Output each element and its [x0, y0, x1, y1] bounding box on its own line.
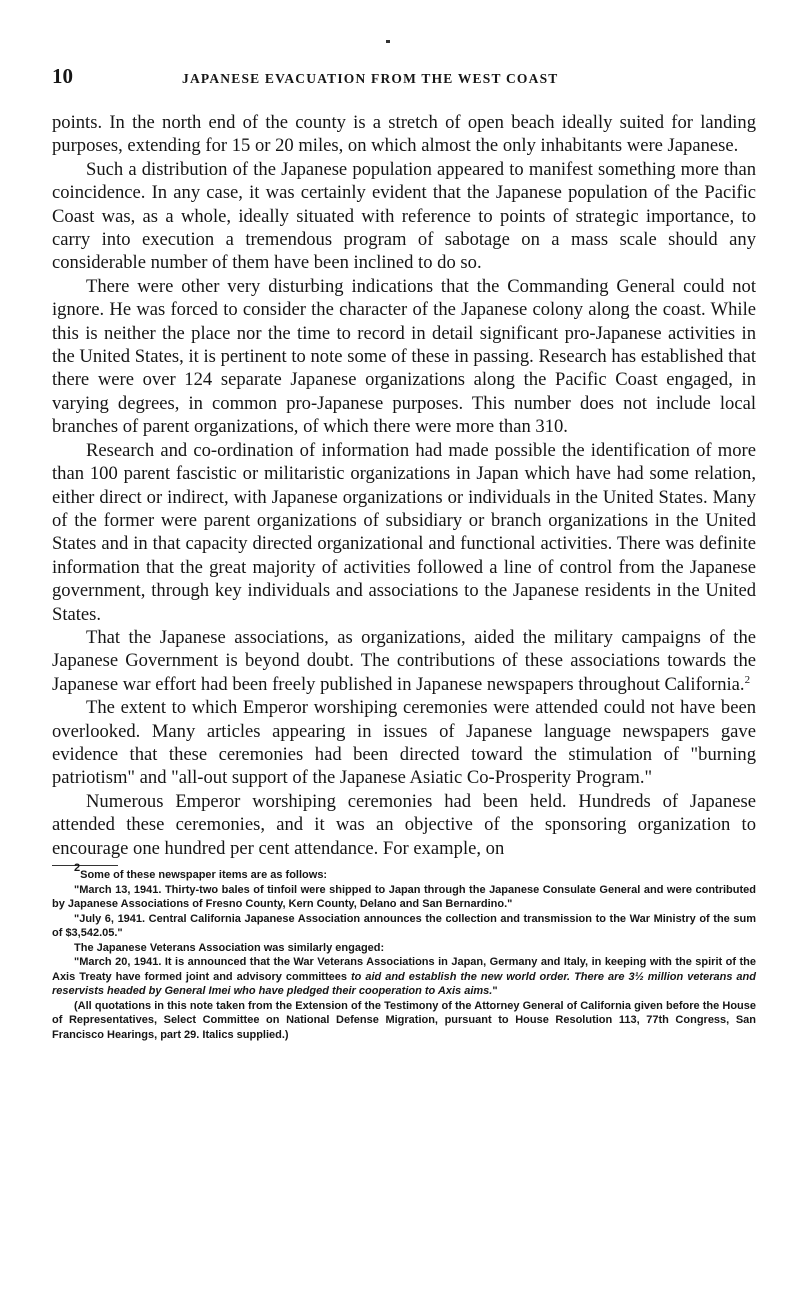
- running-title: JAPANESE EVACUATION FROM THE WEST COAST: [182, 71, 559, 86]
- body-text: [52, 111, 756, 860]
- footnote-source: (All quotations in this note taken from the Extension of the Testimony of the Attorney General of California given before the House of Representatives, Select Committee on National Defense Migration, pursuant to House Resolution 113, 77th Congress, San Francisco Hearings, part 29. Italics supplied.): [52, 999, 756, 1041]
- page-number: 10: [52, 64, 73, 88]
- paragraph-5: [52, 626, 756, 696]
- paragraph-6: The extent to which Emperor worshiping ceremonies were attended could not have been overlooked. Many articles appearing in issues of Japanese language newspapers gave evidence that these ceremonies had been directed toward the stimulation of "burning patriotism" and "all-out support of the Japanese Asiatic Co-Prosperity Program.": [52, 697, 756, 789]
- paragraph-5-text: That the Japanese associations, as organizations, aided the military campaigns of the Japanese Government is beyond doubt. The contributions of these associations towards the Japanese war effort had been freely published in Japanese newspapers throughout California.: [52, 626, 756, 695]
- document-page: [52, 64, 756, 1042]
- paragraph-4: Research and co-ordination of information had made possible the identification of more than 100 parent fascistic or militaristic organizations in Japan which have had some relation, either direct or indirect, with Japanese organizations or individuals in the United States. Many of the former were parent organizations of subsidiary or branch organizations in the United States and in that capacity directed organizational and functional activities. There was definite information that the great majority of activities followed a line of control from the Japanese government, through key individuals and associations to the Japanese residents in the United States.: [52, 439, 756, 625]
- footnote-item-3: The Japanese Veterans Association was similarly engaged:: [74, 941, 385, 954]
- footnote-intro: [52, 862, 756, 883]
- footnote-item-4-text: "March 20, 1941. It is announced that the War Veterans Associations in Japan, Germany and Italy, in keeping with the spirit of the Axis Treaty have formed joint and advisory committees: [52, 956, 756, 983]
- footnote-item-4-close: ": [492, 985, 498, 997]
- footnote-reference: 2: [744, 673, 751, 686]
- footnote-item-2: "July 6, 1941. Central California Japanese Association announces the collection and transmission to the War Ministry of the sum of $3,542.05.": [52, 912, 756, 939]
- footnote-item-1: "March 13, 1941. Thirty-two bales of tinfoil were shipped to Japan through the Japanese Consulate General and were contributed by Japanese Associations of Fresno County, Kern County, Delano and San Bernardino.": [52, 883, 756, 910]
- footnote-rule: [52, 865, 118, 866]
- paragraph-1: points. In the north end of the county is a stretch of open beach ideally suited for landing purposes, extending for 15 or 20 miles, on which almost the only inhabitants were Japanese.: [52, 112, 756, 157]
- footnotes: [52, 862, 756, 1042]
- running-head: [52, 64, 756, 88]
- scan-mark: [386, 40, 390, 43]
- paragraph-3: There were other very disturbing indications that the Commanding General could not ignore. He was forced to consider the character of the Japanese colony along the coast. While this is neither the place nor the time to record in detail significant pro-Japanese activities in the United States, it is pertinent to note some of these in passing. Research has established that there were over 124 separate Japanese organizations along the Pacific Coast engaged, in varying degrees, in common pro-Japanese purposes. This number does not include local branches of parent organizations, of which there were more than 310.: [52, 275, 756, 438]
- footnote-intro-text: Some of these newspaper items are as follows:: [80, 869, 328, 881]
- footnote-mark: 2: [74, 862, 81, 874]
- footnote-item-4: [52, 955, 756, 999]
- paragraph-7: Numerous Emperor worshiping ceremonies had been held. Hundreds of Japanese attended these ceremonies, and it was an objective of the sponsoring organization to encourage one hundred per cent attendance. For example, on: [52, 790, 756, 859]
- footnote-item-4-italic: to aid and establish the new world order. There are 3½ million veterans and reservists headed by General Imei who have pledged their cooperation to Axis aims.: [52, 970, 756, 997]
- paragraph-2: Such a distribution of the Japanese population appeared to manifest something more than coincidence. In any case, it was certainly evident that the Japanese population of the Pacific Coast was, as a whole, ideally situated with reference to points of strategic importance, to carry into execution a tremendous program of sabotage on a mass scale should any considerable number of them have been inclined to do so.: [52, 158, 756, 274]
